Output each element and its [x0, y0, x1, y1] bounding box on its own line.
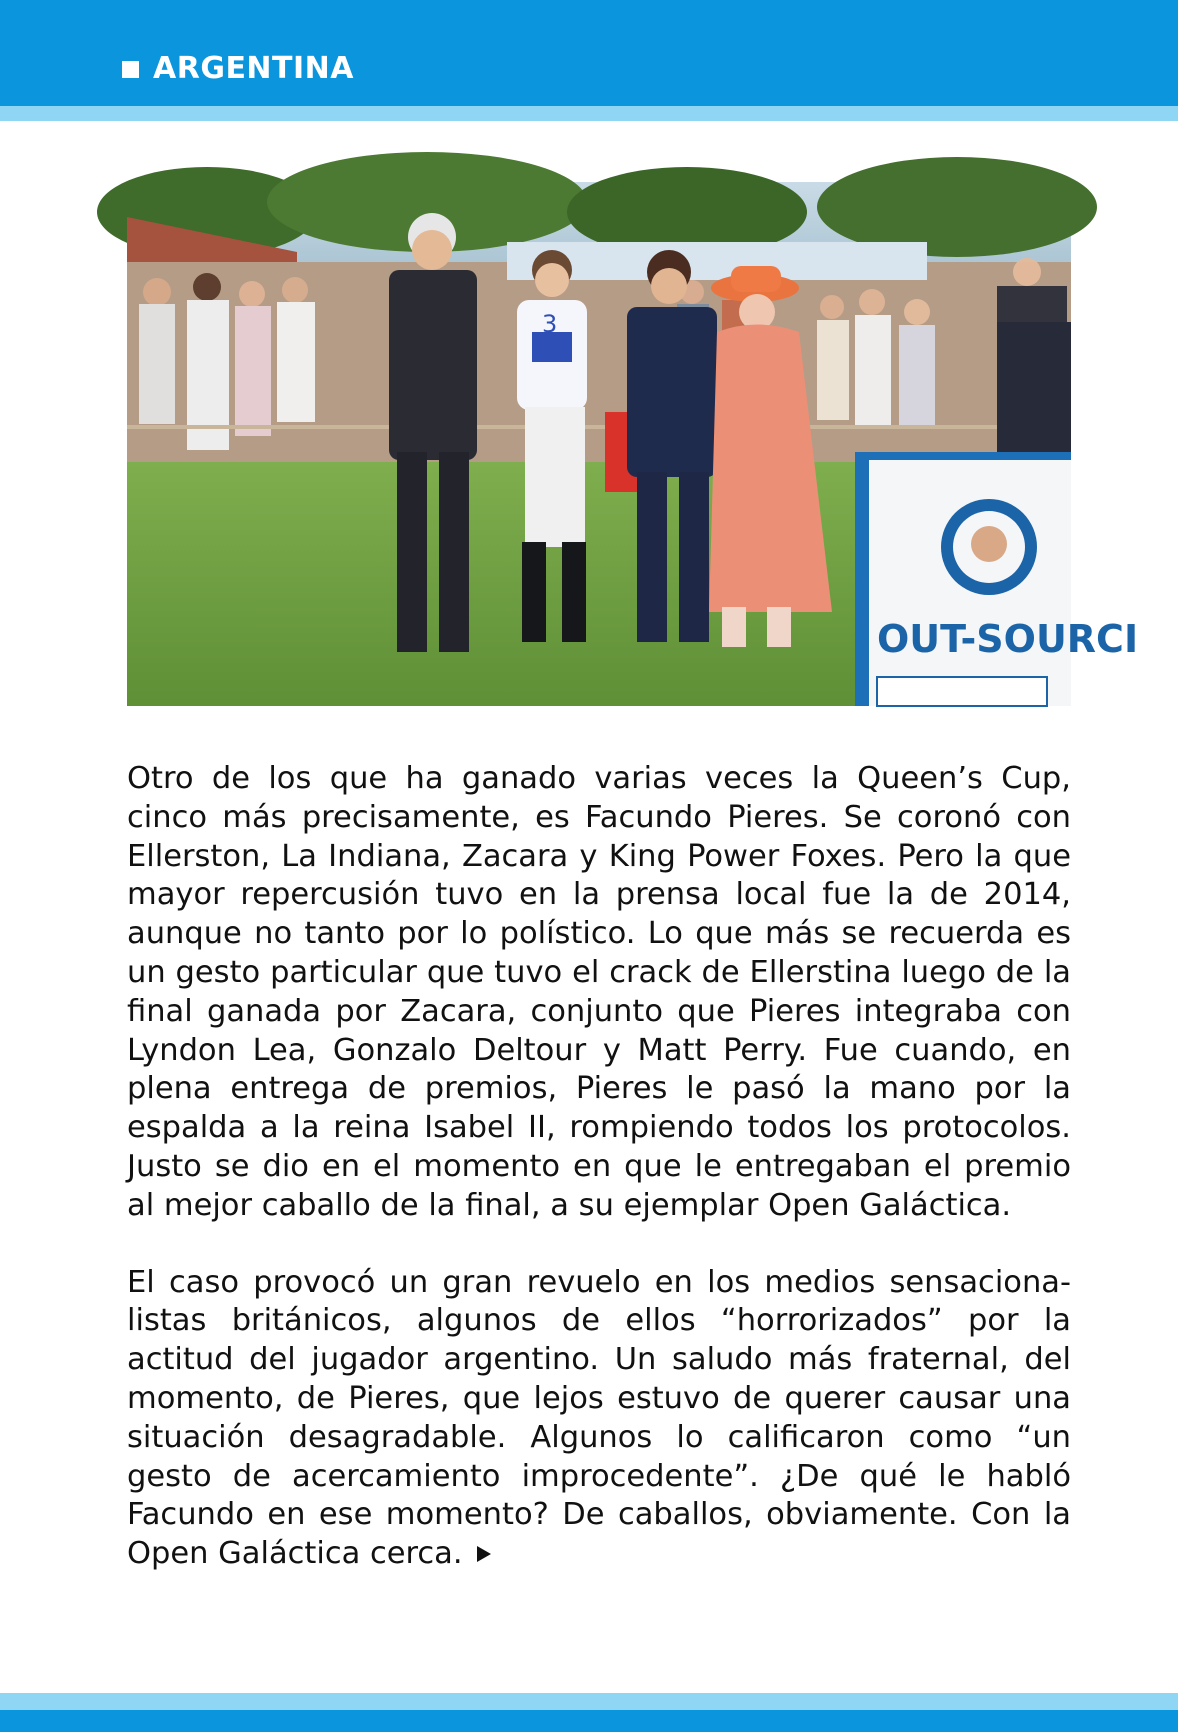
banner-text: OUT-SOURCI [877, 617, 1139, 661]
footer-stripe [0, 1693, 1178, 1710]
article-paragraph-1: Otro de los que ha ganado varias veces la Queen’s Cup, cinco más precisamente, es Facundo Pieres. Se coronó con Ellerston, La Indiana, Zacara y King Power Foxes. Pero la que mayor repercusión tuvo en la prensa local fue la de 2014, aunque no tanto por lo polístico. Lo que más se recuerda es un gesto particular que tuvo el crack de Ellerstina luego de la final ganada por Zacara, conjunto que Pieres integraba con Lyndon Lea, Gonzalo Deltour y Matt Perry. Fue cuando, en plena entrega de premios, Pieres le pasó la mano por la espalda a la reina Isabel II, rompiendo todos los protocolos. Justo se dio en el momento en que le entregaban el premio al mejor caballo de la final, a su ejemplar Open Galáctica. [127, 761, 1071, 1223]
header-stripe [0, 106, 1178, 121]
award-ceremony-photo [127, 182, 1139, 706]
article-paragraph-2 [127, 1264, 1071, 1574]
section-title: ARGENTINA [153, 51, 354, 86]
jersey-number: 3 [542, 310, 558, 338]
end-of-article-arrow-icon [477, 1546, 491, 1562]
photo-illustration [127, 182, 1139, 706]
article-body [127, 760, 1071, 1612]
page-footer [0, 1710, 1178, 1732]
article-paragraph-2-text: El caso provocó un gran revuelo en los medios sensacionalistas británicos, algunos de ellos “horrorizados” por la actitud del jugador argentino. Un saludo más fraternal, del momento, de Pieres, que lejos estuvo de querer causar una situación desagradable. Algunos lo calificaron como “un gesto de acercamiento improcedente”. ¿De qué le habló Facundo en ese momento? De caballos, obviamente. Con la Open Galáctica cerca. [127, 1264, 1071, 1572]
section-marker-square [122, 61, 139, 78]
